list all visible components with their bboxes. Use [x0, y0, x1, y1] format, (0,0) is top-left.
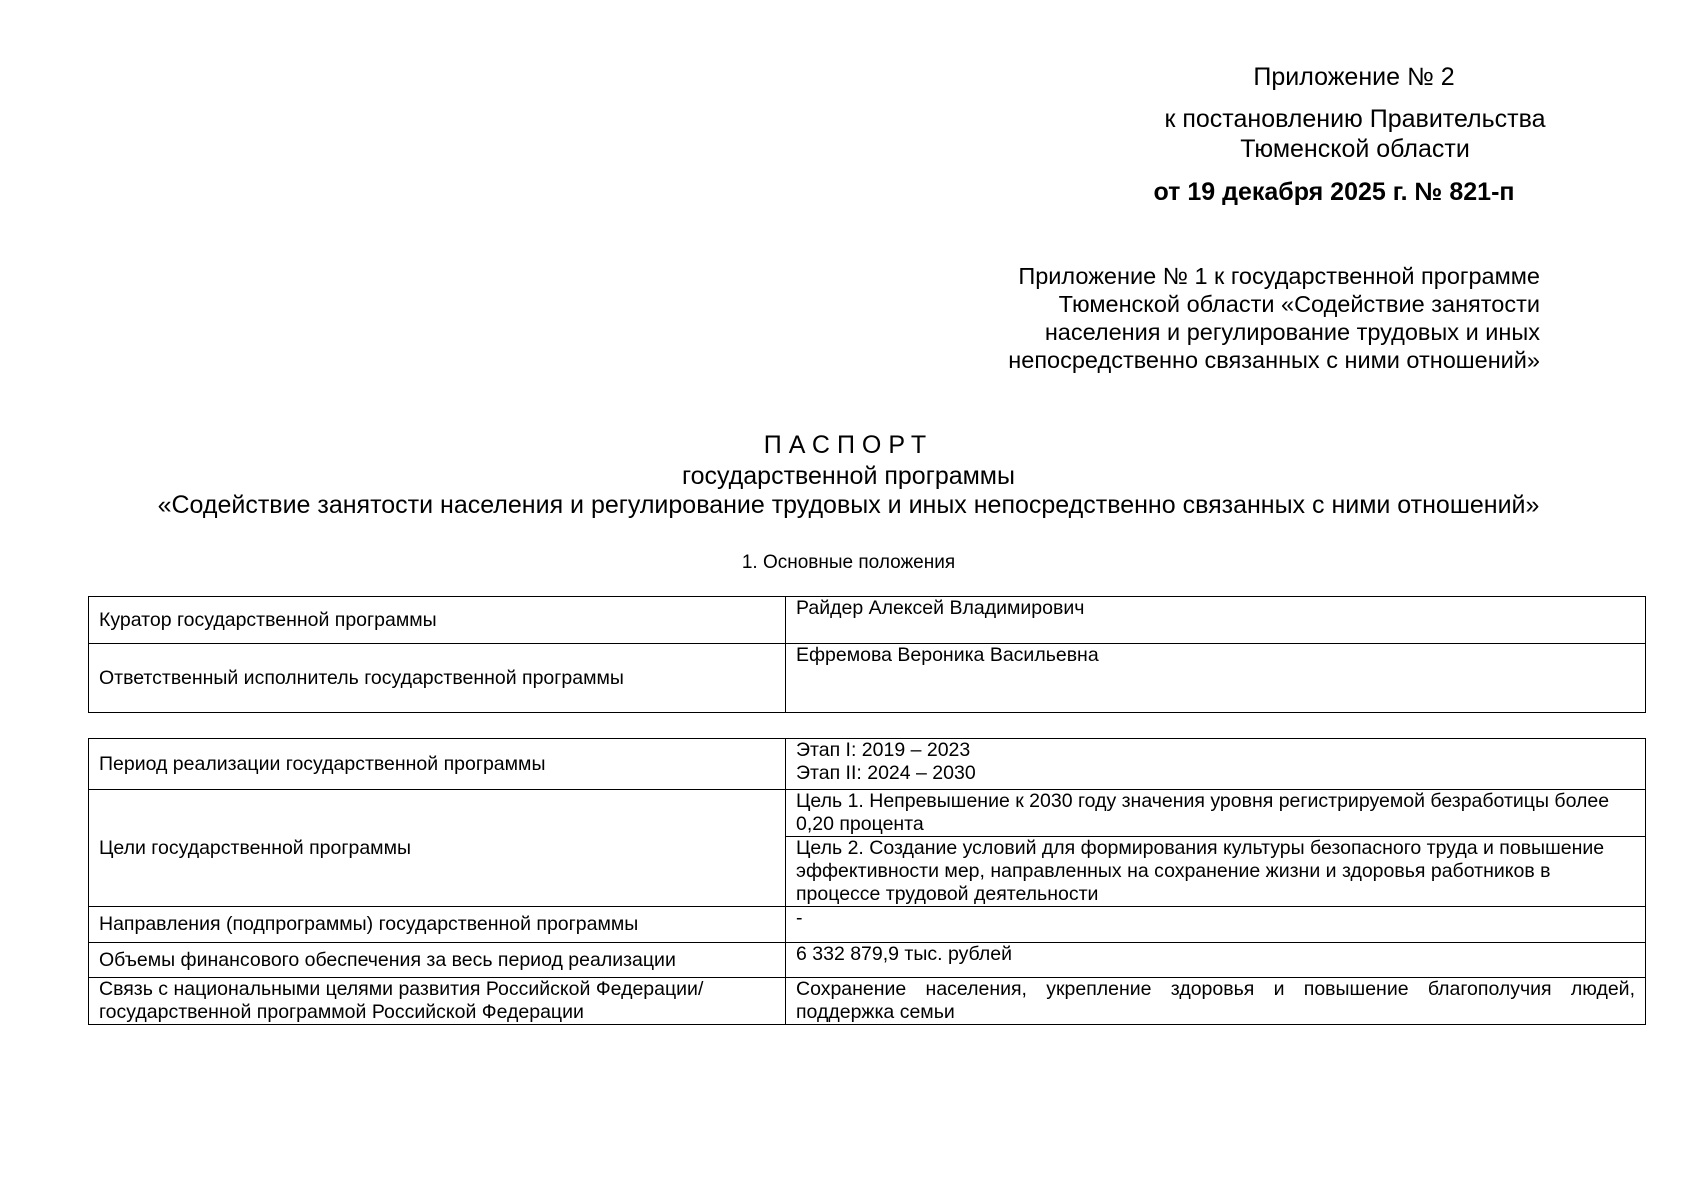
curator-label: Куратор государственной программы [89, 597, 786, 644]
appendix-reference [1145, 104, 1565, 164]
program-details-table [88, 738, 1646, 1025]
goal-2: Цель 2. Создание условий для формирования культуры безопасного труда и повышение эффективности мер, направленных на сохранение жизни и здоровья работников в процессе трудовой деятельности [786, 837, 1646, 907]
period-label: Период реализации государственной программы [89, 739, 786, 790]
table-row [89, 739, 1646, 790]
program-appendix-note [940, 262, 1540, 374]
executor-label: Ответственный исполнитель государственной программы [89, 644, 786, 713]
appendix-note-line: Приложение № 1 к государственной программе [1018, 263, 1540, 289]
table-row [89, 943, 1646, 978]
period-value [786, 739, 1646, 790]
period-stage: Этап II: 2024 – 2030 [796, 762, 976, 784]
directions-value: - [786, 907, 1646, 943]
appendix-reference-line: к постановлению Правительства [1164, 105, 1546, 133]
main-info-table [88, 596, 1646, 713]
table-row [89, 978, 1646, 1025]
national-goals-value: Сохранение населения, укрепление здоровья и повышение благополучия людей, поддержка семьи [786, 978, 1646, 1025]
directions-label: Направления (подпрограммы) государственной программы [89, 907, 786, 943]
appendix-reference-line: Тюменской области [1240, 135, 1470, 163]
appendix-note-line: непосредственно связанных с ними отношений» [1008, 347, 1540, 373]
appendix-title: Приложение № 2 [1253, 63, 1455, 91]
passport-heading: ПАСПОРТ [763, 431, 934, 459]
program-name: «Содействие занятости населения и регулирование трудовых и иных непосредственно связанных с ними отношений» [157, 491, 1540, 519]
resolution-date: от 19 декабря 2025 г. № 821-п [1153, 178, 1515, 206]
table-row [89, 907, 1646, 943]
passport-subtitle: государственной программы [682, 462, 1015, 490]
section-heading: 1. Основные положения [741, 552, 956, 573]
executor-value: Ефремова Вероника Васильевна [786, 644, 1646, 713]
curator-value: Райдер Алексей Владимирович [786, 597, 1646, 644]
table-row [89, 597, 1646, 644]
goal-1: Цель 1. Непревышение к 2030 году значения уровня регистрируемой безработицы более 0,20 процента [786, 790, 1646, 837]
table-row [89, 644, 1646, 713]
period-stage: Этап I: 2019 – 2023 [796, 739, 971, 761]
appendix-note-line: населения и регулирование трудовых и иных [1044, 319, 1540, 345]
appendix-note-line: Тюменской области «Содействие занятости [1058, 291, 1540, 317]
goals-label: Цели государственной программы [89, 790, 786, 907]
national-goals-label: Связь с национальными целями развития Российской Федерации/ государственной программой Российской Федерации [89, 978, 786, 1025]
financing-value: 6 332 879,9 тыс. рублей [786, 943, 1646, 978]
financing-label: Объемы финансового обеспечения за весь период реализации [89, 943, 786, 978]
table-row [89, 790, 1646, 837]
